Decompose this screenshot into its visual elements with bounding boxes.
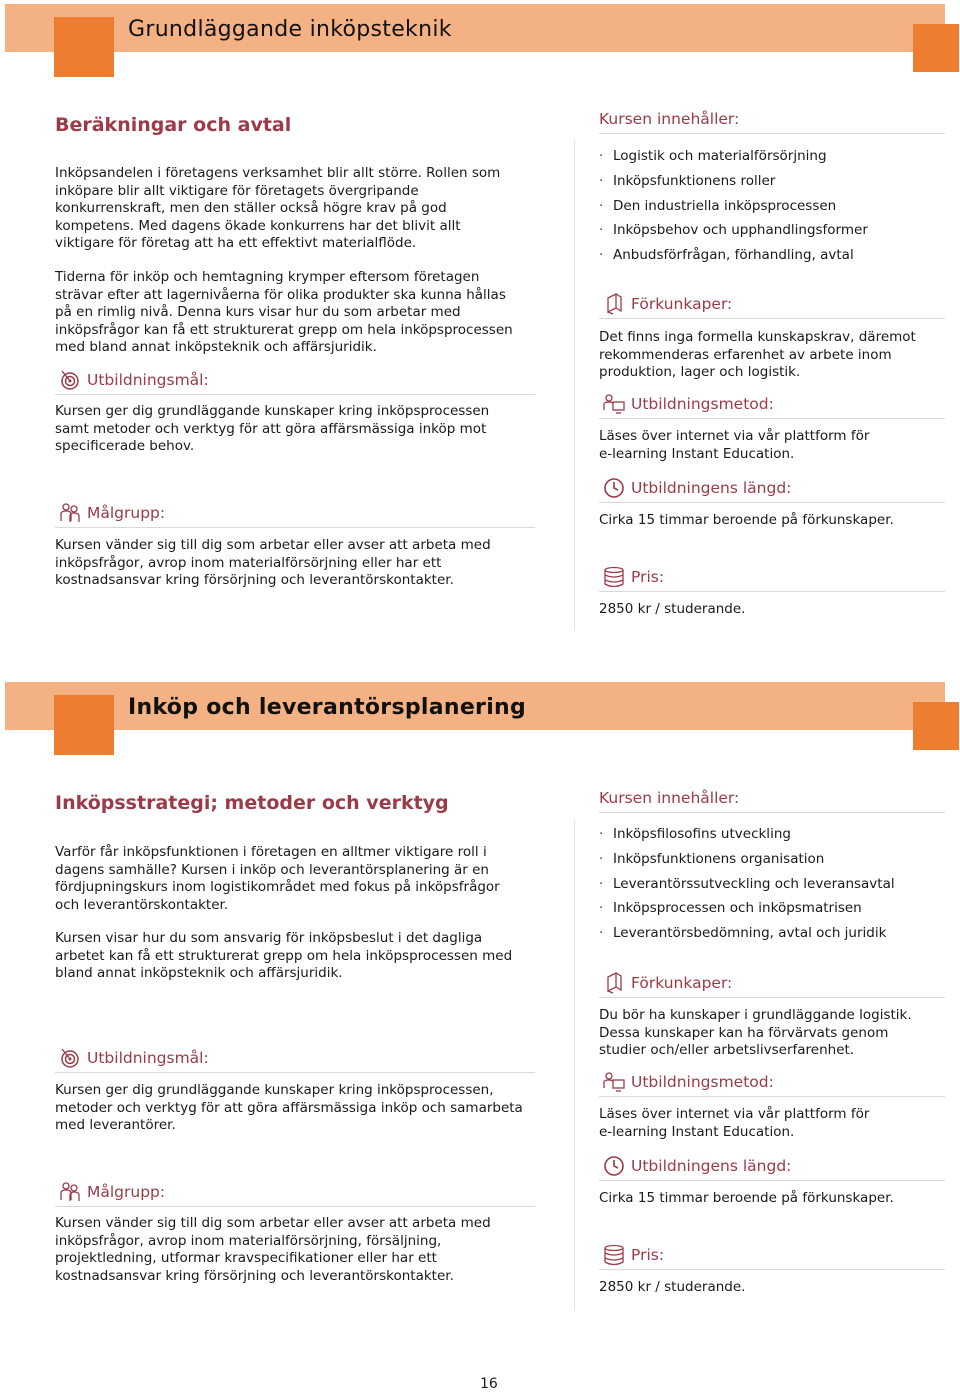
- course-heading: Inköpsstrategi; metoder och verktyg: [55, 792, 449, 814]
- price-label: Pris:: [631, 1246, 665, 1264]
- goal-text: Kursen ger dig grundläggande kunskaper kring inköpsprocessen, metoder och verktyg för att göra affärsmässiga inköp och samarbeta med leverantörer.: [55, 1082, 523, 1133]
- computer-user-icon: [603, 393, 625, 415]
- coins-icon: [603, 1244, 625, 1266]
- price-section-header: [599, 569, 945, 592]
- method-text: Läses över internet via vår plattform för e-learning Instant Education.: [599, 428, 870, 462]
- computer-user-icon: [603, 1071, 625, 1093]
- price-section-header: [599, 1247, 945, 1270]
- method-label: Utbildningsmetod:: [631, 1073, 774, 1091]
- coins-icon: [603, 566, 625, 588]
- list-item: · Inköpsfunktionens roller: [599, 169, 945, 194]
- price-label: Pris:: [631, 568, 665, 586]
- intro-paragraph: Kursen visar hur du som ansvarig för inköpsbeslut i det dagliga arbetet kan få ett strukturerat grepp om hela inköpsprocessen med bland annat inköpsteknik och affärsjuridik.: [55, 930, 513, 981]
- list-item: · Inköpsfilosofins utveckling: [599, 822, 945, 847]
- contents-section-header: [599, 790, 945, 813]
- book-icon: [603, 293, 625, 315]
- prereq-label: Förkunkaper:: [631, 295, 733, 313]
- method-section-header: [599, 1074, 945, 1097]
- target-icon: [59, 1047, 81, 1069]
- people-icon: [59, 1181, 81, 1203]
- list-item: · Logistik och materialförsörjning: [599, 144, 945, 169]
- list-item: · Anbudsförfrågan, förhandling, avtal: [599, 243, 945, 268]
- intro-paragraph: Inköpsandelen i företagens verksamhet blir allt större. Rollen som inköpare blir allt viktigare för företagets övergripande konkurrenskraft, men den ställer också högre krav på god kompetens. Med dagens ökade konkurrens har det blivit allt viktigare för företag att ha ett effektivt materialflöde.: [55, 165, 501, 251]
- contents-section-header: [599, 111, 945, 134]
- course-heading: Beräkningar och avtal: [55, 114, 292, 136]
- target-icon: [59, 369, 81, 391]
- target-section-header: [55, 505, 535, 528]
- prereq-label: Förkunkaper:: [631, 974, 733, 992]
- target-text: Kursen vänder sig till dig som arbetar eller avser att arbeta med inköpsfrågor, avrop inom materialförsörjning, försäljning, projektledning, utformar kravspecifikationer eller har ett kostnadsansvar kring försörjning och leverantörskontakter.: [55, 1215, 491, 1284]
- people-icon: [59, 502, 81, 524]
- length-text: Cirka 15 timmar beroende på förkunskaper.: [599, 1190, 894, 1206]
- target-text: Kursen vänder sig till dig som arbetar eller avser att arbeta med inköpsfrågor, avrop inom materialförsörjning eller har ett kostnadsansvar kring försörjning och leverantörskontakter.: [55, 537, 491, 588]
- target-section-header: [55, 1184, 535, 1207]
- page-number: 16: [480, 1376, 498, 1392]
- list-item: · Inköpsbehov och upphandlingsformer: [599, 218, 945, 243]
- goal-label: Utbildningsmål:: [87, 371, 209, 389]
- method-section-header: [599, 396, 945, 419]
- target-label: Målgrupp:: [87, 504, 166, 522]
- list-item: · Leverantörsbedömning, avtal och juridik: [599, 921, 945, 946]
- list-item: · Den industriella inköpsprocessen: [599, 194, 945, 219]
- banner-accent-square: [913, 24, 959, 72]
- column-divider: [574, 140, 575, 630]
- banner-accent-square: [913, 702, 959, 750]
- length-text: Cirka 15 timmar beroende på förkunskaper.: [599, 512, 894, 528]
- length-section-header: [599, 1158, 945, 1181]
- clock-icon: [603, 1155, 625, 1177]
- column-divider: [574, 820, 575, 1310]
- clock-icon: [603, 477, 625, 499]
- contents-list: [599, 822, 945, 946]
- goal-text: Kursen ger dig grundläggande kunskaper kring inköpsprocessen samt metoder och verktyg för att göra affärsmässiga inköp mot specificerade behov.: [55, 403, 490, 454]
- course-title: Inköp och leverantörsplanering: [128, 695, 527, 720]
- price-text: 2850 kr / studerande.: [599, 601, 746, 617]
- method-label: Utbildningsmetod:: [631, 395, 774, 413]
- intro-paragraph: Varför får inköpsfunktionen i företagen en alltmer viktigare roll i dagens samhälle? Kursen i inköp och leverantörsplanering är en fördjupningskurs inom logistikområdet med fokus på inköpsfrågor och leverantörskontakter.: [55, 844, 500, 913]
- contents-label: Kursen innehåller:: [599, 110, 740, 128]
- goal-section-header: [55, 1050, 535, 1073]
- list-item: · Leverantörssutveckling och leveransavtal: [599, 872, 945, 897]
- goal-label: Utbildningsmål:: [87, 1049, 209, 1067]
- intro-paragraph: Tiderna för inköp och hemtagning krymper eftersom företagen strävar efter att lagernivåerna för olika produkter ska kunna hållas på en rimlig nivå. Denna kurs visar hur du som arbetar med inköpsfrågor kan få ett strukturerat grepp om hela inköpsprocessen med bland annat inköpsteknik och affärsjuridik.: [55, 269, 513, 355]
- length-label: Utbildningens längd:: [631, 479, 792, 497]
- length-section-header: [599, 480, 945, 503]
- prereq-text: Du bör ha kunskaper i grundläggande logistik. Dessa kunskaper kan ha förvärvats genom studier och/eller arbetslivserfarenhet.: [599, 1007, 912, 1058]
- banner-accent-square: [54, 17, 114, 77]
- banner-accent-square: [54, 695, 114, 755]
- price-text: 2850 kr / studerande.: [599, 1279, 746, 1295]
- list-item: · Inköpsfunktionens organisation: [599, 847, 945, 872]
- contents-label: Kursen innehåller:: [599, 789, 740, 807]
- target-label: Målgrupp:: [87, 1183, 166, 1201]
- method-text: Läses över internet via vår plattform för e-learning Instant Education.: [599, 1106, 870, 1140]
- prereq-text: Det finns inga formella kunskapskrav, däremot rekommenderas erfarenhet av arbete inom produktion, lager och logistik.: [599, 329, 916, 380]
- course-title: Grundläggande inköpsteknik: [128, 17, 452, 42]
- book-icon: [603, 972, 625, 994]
- list-item: · Inköpsprocessen och inköpsmatrisen: [599, 896, 945, 921]
- length-label: Utbildningens längd:: [631, 1157, 792, 1175]
- contents-list: [599, 144, 945, 268]
- prereq-section-header: [599, 975, 945, 998]
- goal-section-header: [55, 372, 535, 395]
- prereq-section-header: [599, 296, 945, 319]
